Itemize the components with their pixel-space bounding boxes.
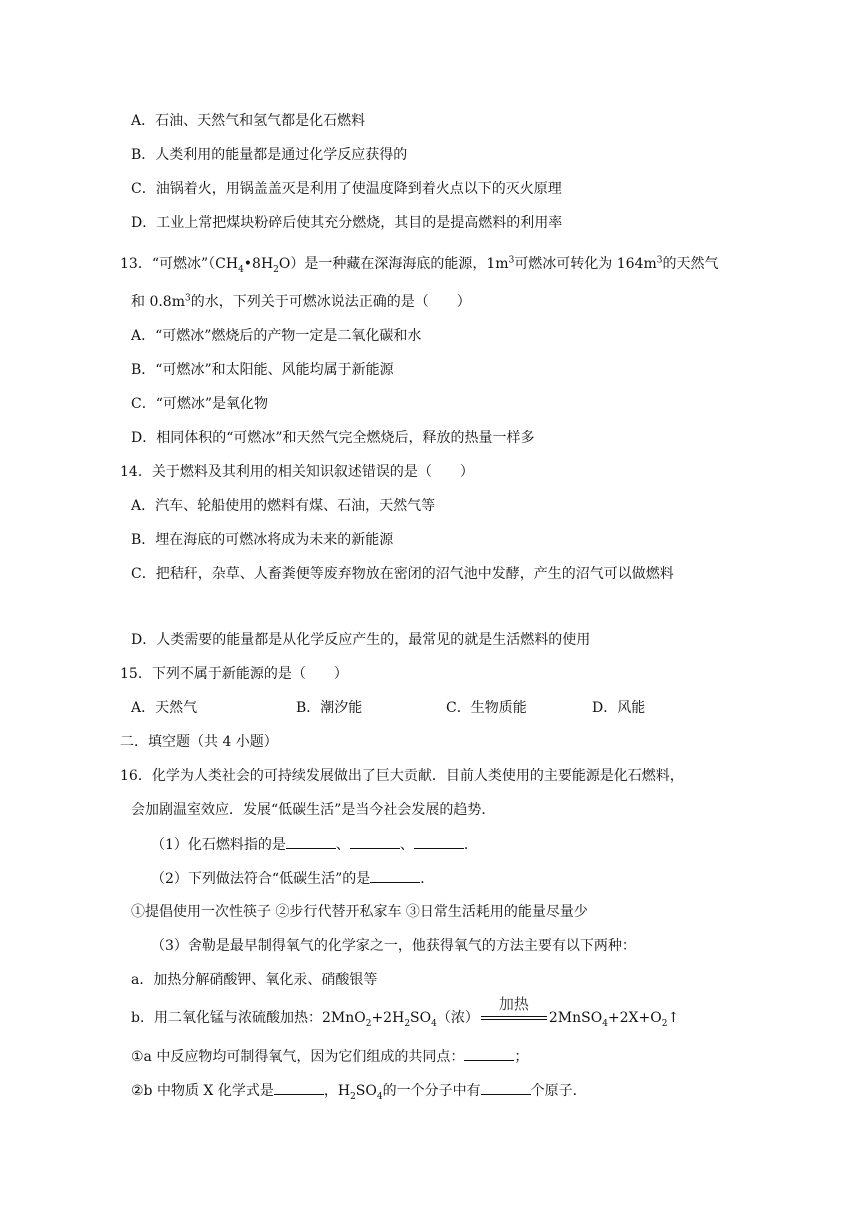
q16-subq1: ①a 中反应物均可制得氧气，因为它们组成的共同点： ；: [131, 1049, 529, 1065]
q12-option-d: D．工业上常把煤块粉碎后使其充分燃烧，其目的是提高燃料的利用率: [131, 215, 563, 231]
q16-subq2: ②b 中物质 X 化学式是 ，$H_2SO_4$的一个分子中有 个原子．: [131, 1083, 587, 1102]
q16-part1: （1）化石燃料指的是 、 、 ．: [151, 837, 478, 853]
up-arrow-icon: ↑: [667, 1010, 680, 1026]
q16-part3-a: a．加热分解硝酸钾、氧化汞、硝酸银等: [131, 972, 378, 988]
q16-part2-choices: ①提倡使用一次性筷子 ②步行代替开私家车 ③日常生活耗用的能量尽量少: [131, 904, 588, 920]
q15-option-b: B．潮汐能: [296, 700, 363, 716]
q15-option-c: C．生物质能: [446, 700, 527, 716]
q12-option-b: B．人类利用的能量都是通过化学反应获得的: [131, 147, 408, 163]
q15-option-a: A．天然气: [131, 700, 198, 716]
q13-stem-line2: 和 $0.8m^3$的水，下列关于可燃冰说法正确的是（ ）: [131, 293, 471, 310]
answer-blank[interactable]: [274, 1081, 324, 1095]
reaction-condition: 加热: [498, 995, 529, 1013]
q16-part2: （2）下列做法符合“低碳生活”的是 ．: [151, 871, 435, 887]
q16-stem-line2: 会加剧温室效应．发展“低碳生活”是当今社会发展的趋势．: [131, 802, 496, 818]
q13-option-b: B．“可燃冰”和太阳能、风能均属于新能源: [131, 362, 394, 378]
q14-option-a: A．汽车、轮船使用的燃料有煤、石油，天然气等: [131, 498, 436, 514]
q15-stem: 15．下列不属于新能源的是（ ）: [120, 666, 348, 682]
answer-blank[interactable]: [464, 1047, 514, 1061]
answer-blank[interactable]: [350, 835, 400, 849]
q14-option-d: D．人类需要的能量都是从化学反应产生的，最常见的就是生活燃料的使用: [131, 632, 591, 648]
answer-blank[interactable]: [414, 835, 464, 849]
q13-option-a: A．“可燃冰”燃烧后的产物一定是二氧化碳和水: [131, 328, 422, 344]
q14-stem: 14．关于燃料及其利用的相关知识叙述错误的是（ ）: [120, 464, 474, 480]
q12-option-c: C．油锅着火，用锅盖盖灭是利用了使温度降到着火点以下的灭火原理: [131, 181, 562, 197]
q12-option-a: A．石油、天然气和氢气都是化石燃料: [131, 113, 366, 129]
q15-option-d: D．风能: [592, 700, 646, 716]
q13-stem-line1: 13．“可燃冰$”(CH_4•8H_2O)$是一种藏在深海海底的能源，$1m^3$可燃冰可转化为 $164m^3$的天然气: [120, 255, 719, 275]
answer-blank[interactable]: [286, 835, 336, 849]
q16-stem-line1: 16．化学为人类社会的可持续发展做出了巨大贡献．目前人类使用的主要能源是化石燃料，: [120, 768, 684, 784]
reaction-arrow: [479, 995, 549, 1027]
q13-option-d: D．相同体积的“可燃冰”和天然气完全燃烧后，释放的热量一样多: [131, 430, 535, 446]
section-title: 二．填空题（共 4 小题）: [120, 734, 278, 750]
answer-blank[interactable]: [481, 1081, 531, 1095]
q13-option-c: C．“可燃冰”是氧化物: [131, 396, 269, 412]
q14-option-b: B．埋在海底的可燃冰将成为未来的新能源: [131, 532, 394, 548]
q16-part3: （3）舍勒是最早制得氧气的化学家之一，他获得氧气的方法主要有以下两种：: [151, 938, 636, 954]
answer-blank[interactable]: [370, 869, 420, 883]
q16-part3-b-equation: b．用二氧化锰与浓硫酸加热：$2MnO_2+2H_2SO_4$（浓） 加热 $2MnSO_4+2X+O_2↑$: [131, 995, 680, 1029]
q14-option-c: C．把秸秆，杂草、人畜粪便等废弃物放在密闭的沼气池中发酵，产生的沼气可以做燃料: [131, 566, 674, 582]
